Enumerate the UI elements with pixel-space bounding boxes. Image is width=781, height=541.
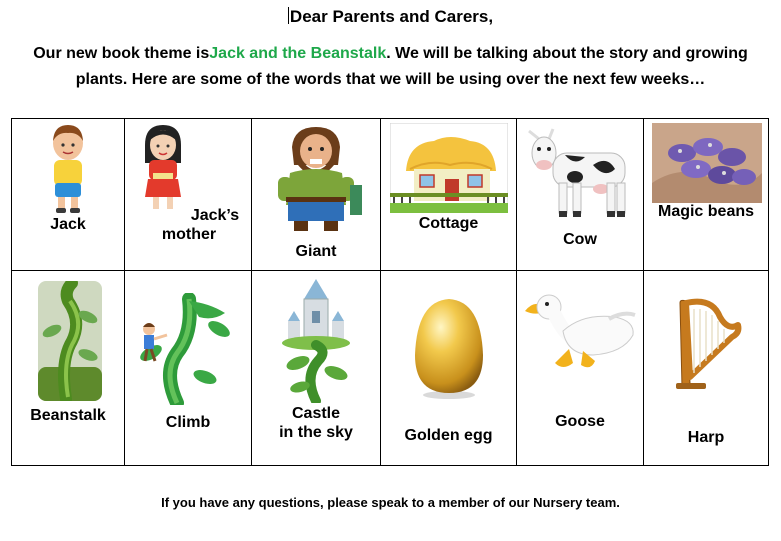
word-label: Goose bbox=[555, 413, 605, 430]
word-card-jack bbox=[12, 119, 125, 271]
word-label: in the sky bbox=[279, 424, 353, 441]
letter-intro: Our new book theme isJack and the Beanstalk. We will be talking about the story and growing plants. Here are some of the words that we will be using over the next few weeks… bbox=[33, 45, 748, 88]
word-row bbox=[12, 271, 769, 466]
cottage-icon bbox=[390, 123, 508, 213]
golden-egg-icon bbox=[411, 297, 487, 401]
word-label: Jack’s bbox=[190, 207, 240, 224]
word-card-magic-beans bbox=[644, 119, 769, 271]
climbing-beanstalk-icon bbox=[133, 293, 237, 405]
word-card-cottage bbox=[381, 119, 517, 271]
word-card-goose bbox=[517, 271, 644, 466]
word-label: mother bbox=[161, 226, 217, 243]
word-card-harp bbox=[644, 271, 769, 466]
magic-beans-icon bbox=[652, 123, 762, 203]
word-card-climb bbox=[125, 271, 252, 466]
letter-footer: If you have any questions, please speak to a member of our Nursery team. bbox=[161, 495, 620, 510]
beanstalk-icon bbox=[38, 281, 102, 401]
harp-icon bbox=[672, 297, 742, 391]
word-label: Harp bbox=[687, 429, 725, 446]
castle-icon bbox=[274, 277, 358, 403]
word-grid bbox=[11, 118, 769, 466]
word-label: Cow bbox=[563, 231, 597, 248]
word-card-golden-egg bbox=[381, 271, 517, 466]
girl-puppet-icon bbox=[139, 123, 187, 215]
word-label: Castle bbox=[291, 405, 341, 422]
word-label: Climb bbox=[165, 414, 211, 431]
word-label: Giant bbox=[295, 243, 337, 260]
text-cursor bbox=[288, 7, 289, 24]
goose-icon bbox=[523, 291, 637, 373]
giant-puppet-icon bbox=[270, 121, 362, 233]
word-row bbox=[12, 119, 769, 271]
word-label: Golden egg bbox=[404, 427, 493, 444]
word-card-castle bbox=[252, 271, 381, 466]
word-label: Jack bbox=[50, 216, 86, 233]
book-theme: Jack and the Beanstalk bbox=[209, 45, 387, 62]
word-label: Magic beans bbox=[657, 203, 755, 220]
boy-puppet-icon bbox=[48, 123, 88, 215]
cow-icon bbox=[527, 125, 635, 221]
word-card-cow bbox=[517, 119, 644, 271]
word-label: Beanstalk bbox=[30, 407, 106, 424]
letter-greeting: Dear Parents and Carers, bbox=[289, 7, 494, 26]
word-card-jacks-mother bbox=[125, 119, 252, 271]
word-card-giant bbox=[252, 119, 381, 271]
word-label: Cottage bbox=[418, 215, 479, 232]
word-card-beanstalk bbox=[12, 271, 125, 466]
